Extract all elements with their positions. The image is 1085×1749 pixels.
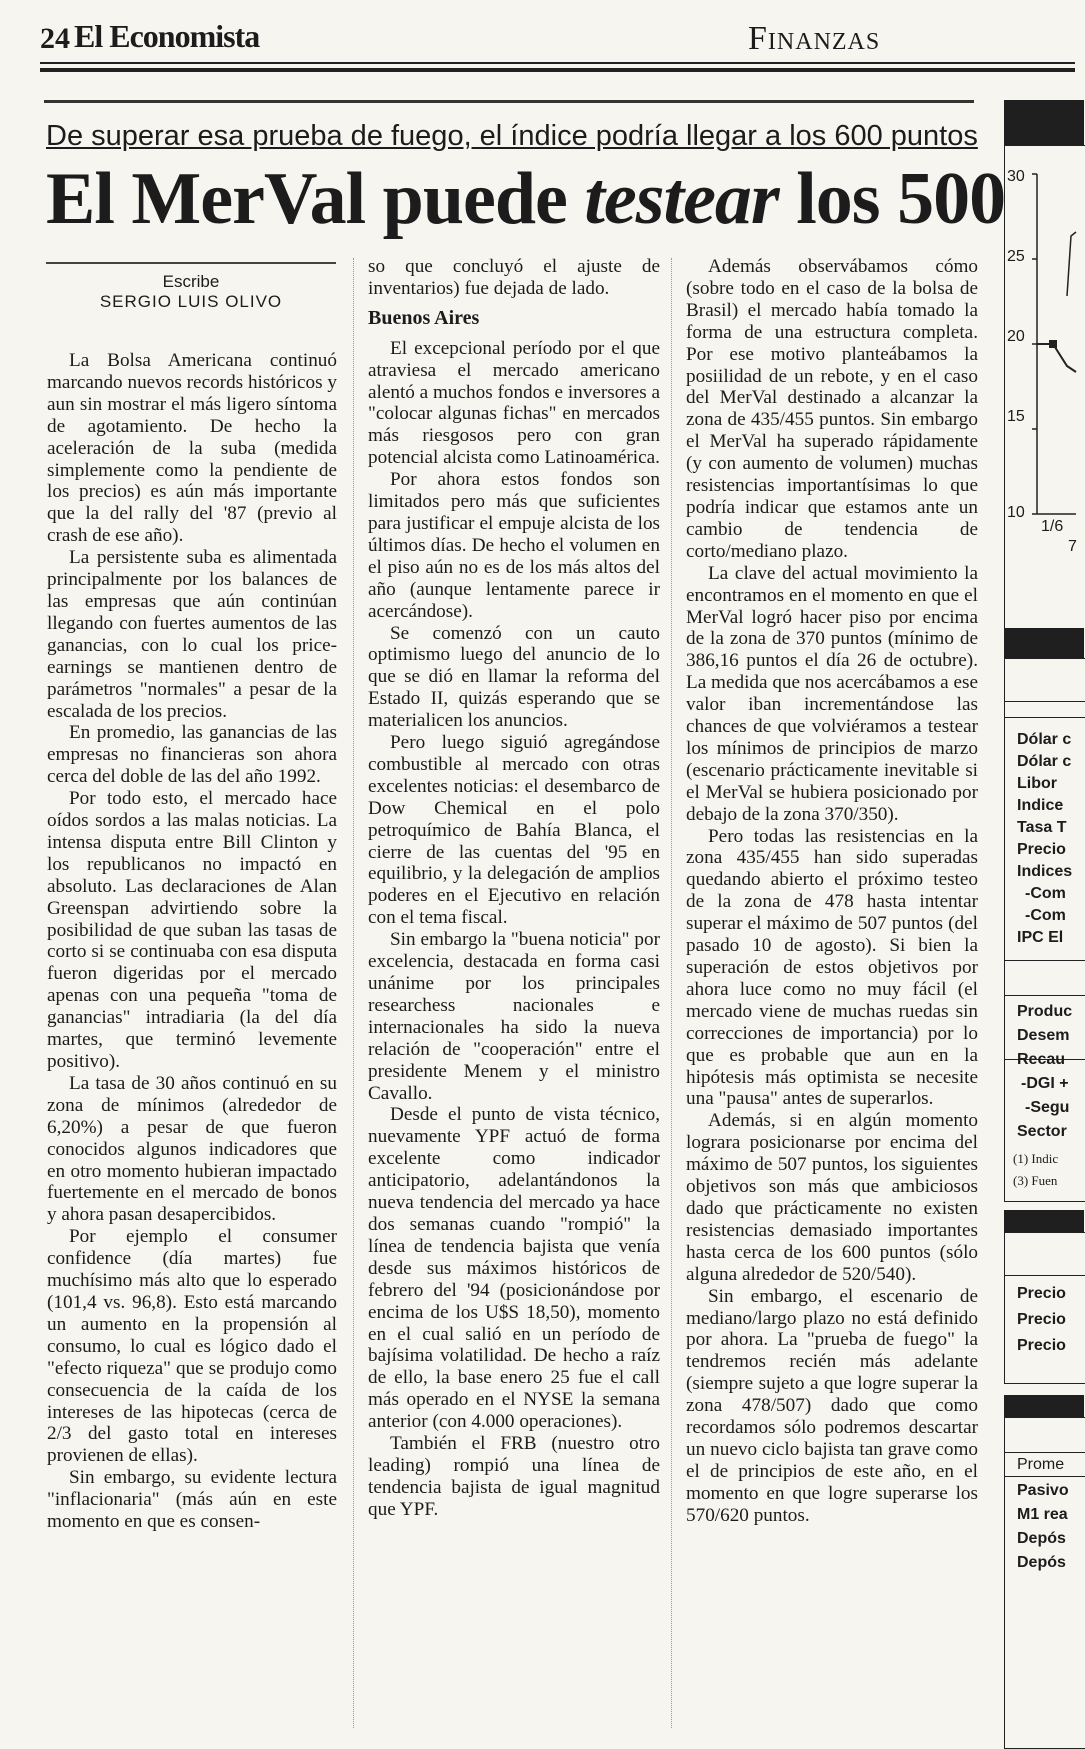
table-row: Precio [1017, 1337, 1066, 1354]
headline [46, 158, 1006, 240]
column-divider [353, 258, 354, 1728]
paragraph: Desde el punto de vista técnico, nuevamente YPF actuó de forma excelente como indicador anticipatorio, adelantándonos la nueva tendencia del mercado ya hace dos semanas cuando "rompió" la línea de tendencia bajista que venía desde sus máximos históricos de febrero del '94 (posicionándose por encima de los U$S 18,50), momento en el cual salió en un período de bajísima volatilidad. De hecho a raíz de ello, la base enero 25 fue el call más operado en el NYSE la semana anterior (con 4.000 operaciones). [368, 1104, 660, 1433]
chart-tick-label: 15 [1007, 408, 1025, 425]
byline [46, 262, 336, 324]
table-row: -Segu [1025, 1099, 1070, 1116]
paragraph: Sin embargo la "buena noticia" por excelencia, destacada en forma casi unánime por los principales researchess nacionales e internacionales ha sido la nueva relación de "cooperación" entre el presidente Menem y el ministro Cavallo. [368, 929, 660, 1104]
masthead-rule-thick [40, 68, 1075, 72]
paragraph: La Bolsa Americana continuó marcando nuevos records históricos y aun sin mostrar el más ligero síntoma de agotamiento. De hecho la aceleración de la suba (medida simplemente como la pendiente de los precios) es aún más importante que la del rally del '87 (previo al crash de ese año). [47, 350, 337, 547]
chart-tick-label: 30 [1007, 168, 1025, 185]
paragraph: En promedio, las ganancias de las empresas no financieras son ahora cerca del doble de las del año 1992. [47, 722, 337, 788]
paragraph: La tasa de 30 años continuó en su zona de mínimos (alrededor de 6,20%) a pesar de que fueron conocidos algunos indicadores que en otro momento hubieran impactado fuertemente en el mercado de bonos y ahora pasan desapercibidos. [47, 1072, 337, 1226]
paragraph: Se comenzó con un cauto optimismo luego del anuncio de lo que se dió en llamar la reforma del Estado II, quizás esperando que se materialicen los anuncios. [368, 622, 660, 732]
chart-point [1049, 340, 1057, 348]
table-row: Precio [1017, 1311, 1066, 1328]
table-row: Indices [1017, 863, 1073, 880]
side-table-4 [1004, 1417, 1085, 1749]
chart-series-line-2 [1067, 232, 1076, 296]
table-row: Dólar c [1017, 731, 1072, 748]
table-row: Pasivo [1017, 1482, 1069, 1499]
paragraph-continued: so que concluyó el ajuste de inventarios) fue dejada de lado. [368, 256, 660, 299]
table-row: Desem [1017, 1027, 1070, 1044]
paragraph: Por ahora estos fondos son limitados pero más que suficientes para justificar el empuje alcista de los últimos días. De hecho el volumen en el piso aún no es de los más altos del año (aunque lentamente parece ir acercándose). [368, 469, 660, 622]
table-row: -Com [1025, 885, 1066, 902]
table-row: Precio [1017, 1285, 1066, 1302]
table-row: Indice [1017, 797, 1064, 814]
chart-tick-label: 10 [1007, 504, 1025, 521]
table-row: -DGI + [1021, 1075, 1069, 1092]
table-note: (1) Indic [1013, 1151, 1059, 1166]
kicker: De superar esa prueba de fuego, el índice podría llegar a los 600 puntos [46, 120, 978, 152]
side-table-2 [1004, 960, 1085, 1202]
paragraph: Sin embargo, el escenario de mediano/largo plazo no está definido por ahora. La "prueba de fuego" la tendremos recién más adelante (siempre sujeto a que logre superar la zona 478/507) dado que como recordamos sólo podremos descartar un nuevo ciclo bajista tan grave como el de principios de este año, en el momento en que logre superarse los 570/620 puntos. [686, 1285, 978, 1526]
table-row: Recau [1017, 1051, 1066, 1068]
paragraph: Por todo esto, el mercado hace oídos sordos a las malas noticias. La intensa disputa entre Bill Clinton y los republicanos no impactó en absoluto. Las declaraciones de Alan Greenspan advirtiendo sobre la posibilidad de que suban las tasas de corto si se continuaba con esa disputa fueron digeridas por el mercado apenas con una pequeña "toma de ganancias" intradiaria (la del día martes, que terminó levemente positivo). [47, 788, 337, 1072]
side-chart [1005, 146, 1076, 646]
paragraph: La clave del actual movimiento la encontramos en el momento en que el MerVal logró hacer piso por encima de la zona de 370 puntos (mínimo de 386,16 puntos el día 26 de octubre). La medida que nos acercábamos a ese valor iban incrementándose las chances de que volviéramos a testear los mínimos de principios de marzo (escenario prácticamente inevitable si el MerVal se hubiera posicionado por debajo de la zona 370/350). [686, 562, 978, 825]
masthead [40, 18, 1070, 60]
paragraph: El excepcional período por el que atraviesa el mercado americano alentó a muchos fondos e inversores a "colocar algunas fichas" en mercados más riesgosos pero con gran potencial alcista como Latinoamérica. [368, 337, 660, 469]
subheading: Buenos Aires [368, 306, 480, 329]
headline-post: los 500 [778, 158, 1006, 240]
table-row: Prome [1017, 1456, 1065, 1473]
side-table-header [1004, 628, 1084, 658]
table-row: Tasa T [1017, 819, 1067, 836]
side-panel [1004, 100, 1075, 1733]
side-table-3 [1004, 1232, 1085, 1384]
table-row: -Com [1025, 907, 1066, 924]
chart-tick-label: 25 [1007, 248, 1025, 265]
table-row: Depós [1017, 1530, 1066, 1547]
paragraph: Pero todas las resistencias en la zona 435/455 han sido superadas quedando abierto el próximo testeo de la zona de 478 hasta intentar superar el máximo de 507 puntos (del pasado 10 de agosto). Si bien la superación de estos objetivos por ahora luce como no muy fácil (el mercado viene de muchas ruedas sin correcciones de importancia) por lo que es probable que aun en la hipótesis más optimista se necesite una "pausa" antes de superarlos. [686, 825, 978, 1110]
table-row: Sector [1017, 1123, 1067, 1140]
headline-emphasis: testear [584, 158, 779, 240]
table-row: IPC El [1017, 929, 1064, 946]
column-3 [686, 256, 978, 1527]
masthead-rule [40, 62, 1075, 64]
paragraph: Sin embargo, su evidente lectura "inflacionaria" (más aún en este momento en que es consen- [47, 1467, 337, 1533]
section-name: Finanzas [748, 20, 881, 57]
headline-pre: El MerVal puede [46, 158, 585, 240]
chart-x-label: 7 [1068, 538, 1077, 555]
table-row: Libor [1017, 775, 1057, 792]
table-row: Produc [1017, 1003, 1073, 1020]
paragraph: Pero luego siguió agregándose combustible al mercado con otras excelentes noticias: el desembarco de Dow Chemical en el polo petroquímico de Bahía Blanca, el cierre de las cuentas del '95 en equilibrio, y la delegación de amplios poderes en el Ejecutivo en relación con el tema fiscal. [368, 732, 660, 929]
paragraph: La persistente suba es alimentada principalmente por los balances de las empresas que aún continúan llegando con fuertes aumentos de las ganancias, con lo cual los price-earnings se mantienen dentro de parámetros "normales" a pesar de la escalada de los precios. [47, 547, 337, 722]
paper-name: El Economista [74, 18, 260, 54]
table-row: M1 rea [1017, 1506, 1068, 1523]
chart-x-label: 1/6 [1041, 518, 1064, 535]
page-number: 24 [40, 22, 70, 55]
side-chart-box [1004, 145, 1085, 702]
chart-tick-label: 20 [1007, 328, 1025, 345]
paragraph: Además observábamos cómo (sobre todo en el caso de la bolsa de Brasil) el mercado había tomado la forma de una estructura completa. Por ese motivo planteábamos la posiilidad de un rebote, y en el caso del MerVal destinado a alcanzar la zona de 435/455 puntos. Sin embargo el MerVal ha superado rápidamente (y con aumento de volumen) muchas resistencias importantísimas lo que podría indicar que estamos ante un cambio de tendencia de corto/mediano plazo. [686, 256, 978, 562]
side-table-header [1004, 1210, 1084, 1232]
paragraph: Además, si en algún momento lograra posicionarse por encima del máximo de 507 puntos, los siguientes objetivos son más que ambiciosos dado que prácticamente no existen resistencias demasiado importantes hasta cerca de los 600 puntos (sólo alguna alrededor de 520/540). [686, 1110, 978, 1285]
table-row: Dólar c [1017, 753, 1072, 770]
chart-series-line [1037, 344, 1076, 372]
byline-label: Escribe [162, 272, 220, 291]
paragraph: También el FRB (nuestro otro leading) rompió una línea de tendencia bajista de igual magnitud que YPF. [368, 1433, 660, 1520]
column-2 [368, 256, 660, 1521]
table-note: (3) Fuen [1013, 1173, 1058, 1188]
column-1 [47, 350, 337, 1533]
table-row: Depós [1017, 1554, 1066, 1571]
byline-name: SERGIO LUIS OLIVO [99, 292, 283, 311]
side-table-header [1004, 1395, 1084, 1417]
column-divider [671, 258, 672, 1728]
paragraph: Por ejemplo el consumer confidence (día martes) fue muchísimo más alto que lo esperado (101,4 vs. 96,8). Esto está marcando un aumento en la propensión al consumo, lo cual es lógico dado el "efecto riqueza" que se produjo como consecuencia de la caída de los intereses de las hipotecas (cerca de 2/3 del gasto total en intereses provienen de ellas). [47, 1226, 337, 1467]
table-row: Precio [1017, 841, 1066, 858]
side-header-bar [1004, 100, 1084, 145]
